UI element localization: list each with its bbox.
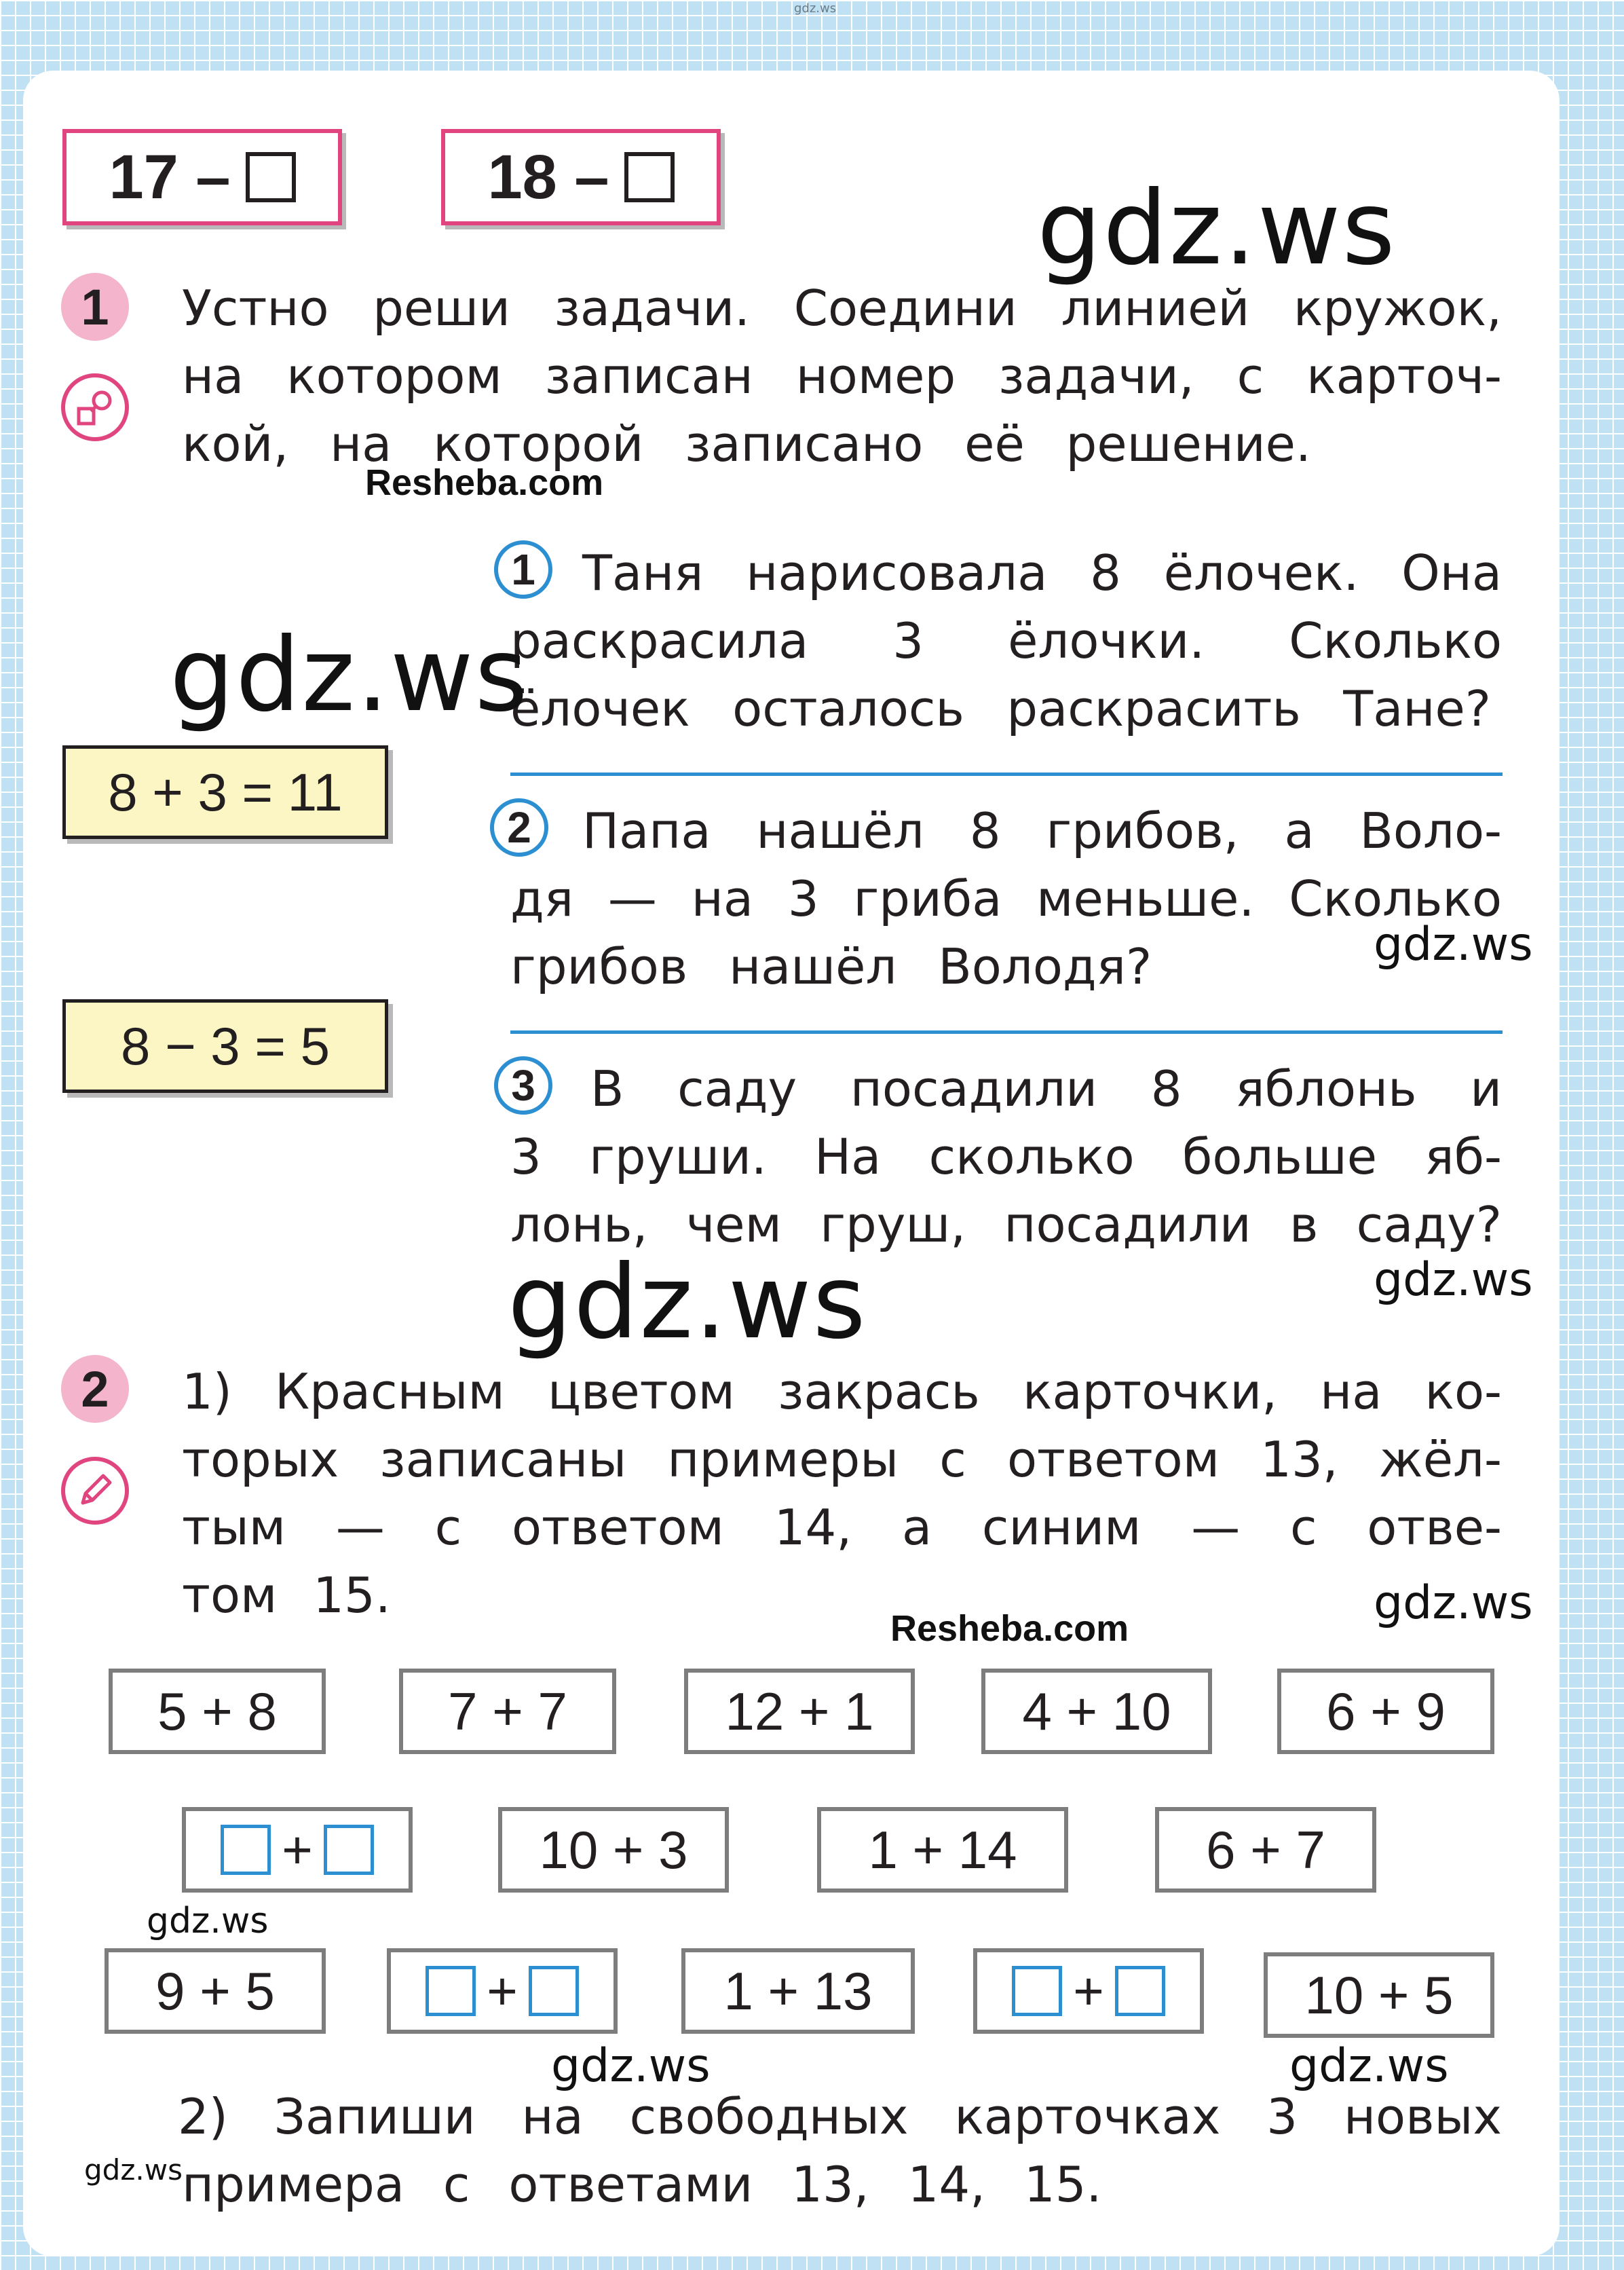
blank-square-icon[interactable] <box>1115 1966 1165 2016</box>
watermark: gdz.ws <box>508 1244 867 1362</box>
separator-line <box>510 773 1503 776</box>
watermark: gdz.ws <box>147 1901 269 1941</box>
blank-square-icon[interactable] <box>324 1825 374 1875</box>
blank-square-icon[interactable] <box>1012 1966 1062 2016</box>
task-2-line-4: том 15. <box>182 1567 391 1624</box>
pencil-icon <box>61 1457 129 1525</box>
example-card[interactable]: 10 + 3 <box>498 1807 729 1893</box>
blank-example-card[interactable] <box>387 1948 618 2034</box>
problem-3-line-3: лонь, чем груш, посадили в саду? <box>510 1196 1502 1253</box>
example-card[interactable]: 10 + 5 <box>1264 1952 1494 2038</box>
task-2-part2-line-2: примера с ответами 13, 14, 15. <box>182 2156 1102 2213</box>
problem-2-line-1: Папа нашёл 8 грибов, а Воло- <box>582 802 1502 859</box>
example-card[interactable]: 5 + 8 <box>109 1669 326 1754</box>
problem-2-line-2: дя — на 3 гриба меньше. Сколько <box>510 870 1502 927</box>
example-card[interactable]: 6 + 7 <box>1155 1807 1376 1893</box>
task-1-line-3: кой, на которой записано её решение. <box>182 415 1311 472</box>
problem-2-line-3: грибов нашёл Володя? <box>510 938 1152 995</box>
problem-3-line-1: В саду посадили 8 яблонь и <box>590 1060 1502 1117</box>
problem-2-number: 2 <box>490 798 548 857</box>
watermark: gdz.ws <box>1289 2039 1449 2093</box>
blank-square-icon[interactable] <box>529 1966 579 2016</box>
header-box-17-label: 17 – <box>109 142 231 212</box>
empty-square-icon <box>246 152 296 202</box>
example-card[interactable]: 4 + 10 <box>981 1669 1212 1754</box>
answer-card-1[interactable]: 8 + 3 = 11 <box>62 745 388 839</box>
link-icon <box>61 373 129 441</box>
problem-3-number: 3 <box>494 1056 552 1115</box>
plus-sign: + <box>487 1960 518 2021</box>
separator-line <box>510 1030 1503 1034</box>
header-box-17 <box>62 129 342 225</box>
watermark: gdz.ws <box>1374 1576 1533 1630</box>
header-box-18 <box>441 129 721 225</box>
task-1-line-1: Устно реши задачи. Соедини линией кружок, <box>182 280 1502 337</box>
problem-1-line-1: Таня нарисовала 8 ёлочек. Она <box>582 544 1502 601</box>
plus-sign: + <box>1073 1960 1104 2021</box>
task-1-line-2: на котором записан номер задачи, с карточ- <box>182 348 1502 405</box>
example-card[interactable]: 12 + 1 <box>684 1669 915 1754</box>
problem-3-line-2: 3 груши. На сколько больше яб- <box>510 1128 1502 1185</box>
blank-example-card[interactable] <box>973 1948 1204 2034</box>
watermark: gdz.ws <box>1037 170 1397 288</box>
task-1-number: 1 <box>61 273 129 341</box>
watermark: gdz.ws <box>1374 1253 1533 1307</box>
example-card[interactable]: 9 + 5 <box>105 1948 326 2034</box>
example-card[interactable]: 7 + 7 <box>399 1669 616 1754</box>
blank-square-icon[interactable] <box>426 1966 476 2016</box>
example-card[interactable]: 6 + 9 <box>1277 1669 1494 1754</box>
task-2-number: 2 <box>61 1355 129 1423</box>
task-2-line-1: 1) Красным цветом закрась карточки, на ко- <box>182 1363 1502 1420</box>
watermark: gdz.ws <box>551 2039 711 2093</box>
watermark: gdz.ws <box>170 616 529 734</box>
plus-sign: + <box>282 1819 313 1880</box>
problem-1-line-2: раскрасила 3 ёлочки. Сколько <box>510 612 1502 669</box>
answer-card-2[interactable]: 8 − 3 = 5 <box>62 999 388 1093</box>
task-2-line-2: торых записаны примеры с ответом 13, жёл- <box>182 1431 1502 1488</box>
task-2-line-3: тым — с ответом 14, а синим — с отве- <box>182 1499 1502 1556</box>
empty-square-icon <box>624 152 675 202</box>
problem-1-line-3: ёлочек осталось раскрасить Тане? <box>510 680 1491 737</box>
blank-square-icon[interactable] <box>221 1825 271 1875</box>
task-2-part2-line-1: 2) Запиши на свободных карточках 3 новых <box>178 2088 1502 2145</box>
watermark: gdz.ws <box>84 2153 183 2187</box>
watermark: gdz.ws <box>1374 918 1533 971</box>
watermark-resheba: Resheba.com <box>890 1608 1129 1649</box>
blank-example-card[interactable] <box>182 1807 413 1893</box>
problem-1-number: 1 <box>494 540 552 599</box>
example-card[interactable]: 1 + 14 <box>817 1807 1068 1893</box>
watermark-resheba: Resheba.com <box>365 462 604 503</box>
example-card[interactable]: 1 + 13 <box>681 1948 915 2034</box>
header-box-18-label: 18 – <box>487 142 609 212</box>
source-label: gdz.ws <box>794 1 837 16</box>
